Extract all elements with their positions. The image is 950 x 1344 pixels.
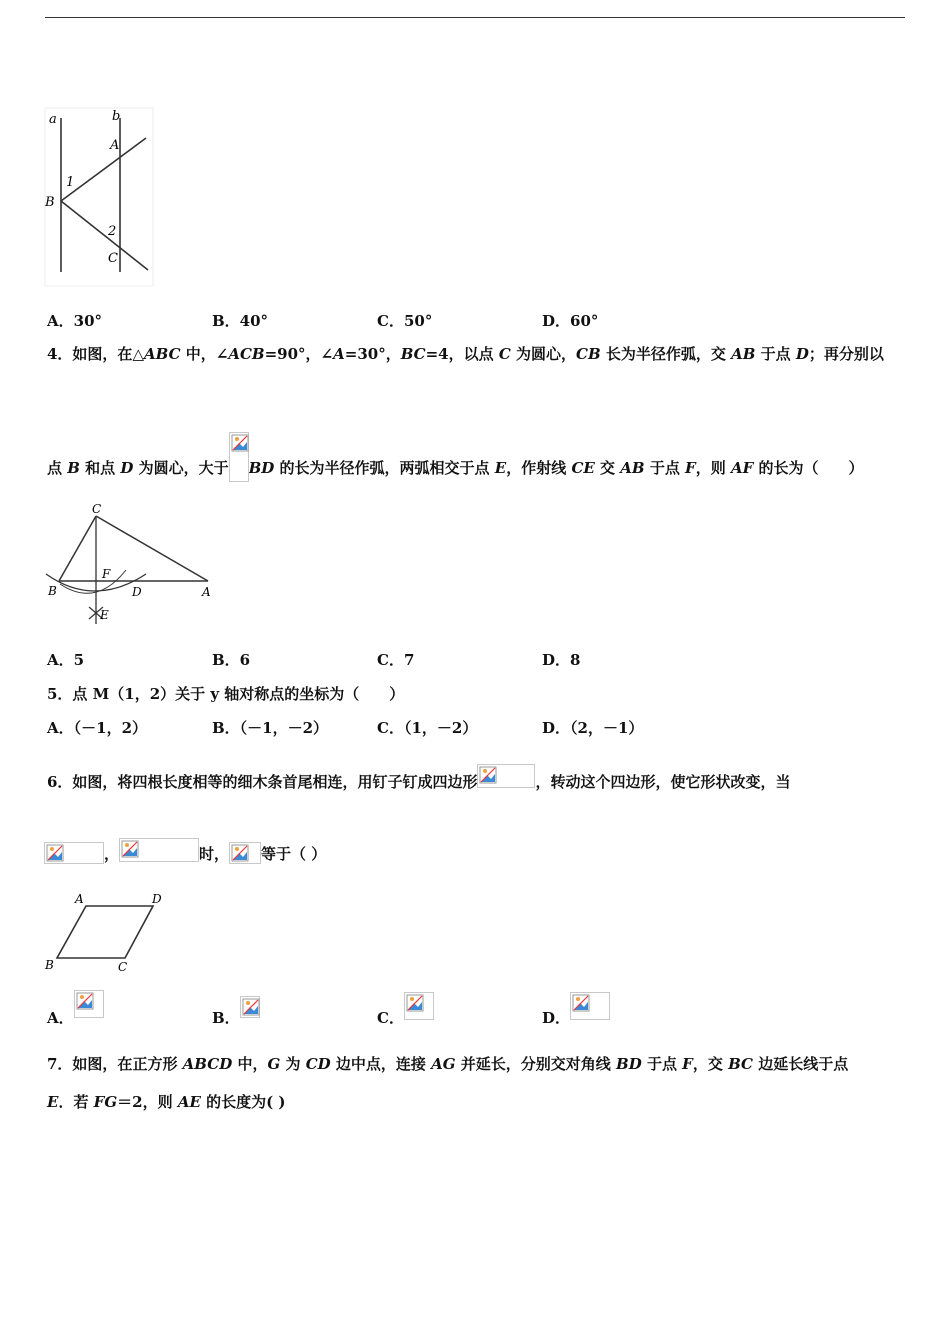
broken-image-icon — [242, 998, 260, 1016]
broken-image-icon — [231, 434, 249, 452]
broken-image-icon — [231, 844, 249, 862]
header-rule — [45, 17, 905, 18]
q5-option-b: B．（－1，－2） — [212, 719, 329, 737]
q4-option-c: C．7 — [377, 651, 415, 669]
q6-option-a-image — [74, 990, 104, 1018]
q3-label-A: A — [110, 138, 120, 153]
q3-label-two: 2 — [108, 224, 117, 239]
q5-question: 5．点 M（1，2）关于 y 轴对称点的坐标为（ ） — [47, 685, 405, 703]
q6-label-B: B — [45, 958, 54, 972]
q6-line2: ， 时， 等于（ ） — [47, 838, 326, 864]
q3-label-one: 1 — [66, 175, 75, 190]
q3-option-d: D．60° — [542, 312, 599, 330]
q4-option-d: D．8 — [542, 651, 581, 669]
q6-option-d-image — [570, 992, 610, 1020]
q7-line1: 7．如图，在正方形 ABCD 中，G 为 CD 边中点，连接 AG 并延长，分别交对角线 BD 于点 F，交 BC 边延长线于点 — [47, 1055, 849, 1073]
condition-image-placeholder-1 — [44, 842, 104, 864]
q4-line1: 4．如图，在△ABC 中，∠ACB=90°，∠A=30°，BC=4，以点 C 为圆心，CB 长为半径作弧，交 AB 于点 D；再分别以 — [47, 345, 884, 363]
q4-line2: 点 B 和点 D 为圆心，大于 BD 的长为半径作弧，两弧相交于点 E，作射线 CE 交 AB 于点 F，则 AF 的长为（ ） — [47, 432, 863, 478]
q6-option-c: C． — [377, 992, 434, 1028]
quadrilateral-name-image-placeholder — [477, 764, 535, 788]
fraction-image-placeholder — [229, 432, 249, 482]
q3-label-b: b — [112, 109, 121, 124]
q3-option-a: A．30° — [47, 312, 103, 330]
q6-label-D: D — [152, 892, 162, 906]
q3-label-B: B — [45, 195, 55, 210]
broken-image-icon — [406, 994, 424, 1012]
q4-label-B: B — [48, 584, 57, 598]
q6-label-C: C — [118, 960, 128, 974]
q4-label-A: A — [202, 585, 211, 599]
q6-label-A: A — [75, 892, 84, 906]
q6-option-c-image — [404, 992, 434, 1020]
broken-image-icon — [121, 840, 139, 858]
condition-image-placeholder-2 — [119, 838, 199, 862]
broken-image-icon — [479, 766, 497, 784]
q4-label-F: F — [102, 567, 111, 581]
q4-option-a: A．5 — [47, 651, 85, 669]
q4-option-b: B．6 — [212, 651, 251, 669]
q3-option-b: B．40° — [212, 312, 269, 330]
q5-option-a: A．（－1，2） — [47, 719, 148, 737]
q4-label-D: D — [132, 585, 142, 599]
q5-option-d: D．（2，－1） — [542, 719, 644, 737]
q6-option-b: B． — [212, 992, 260, 1028]
q6-line1: 6．如图，将四根长度相等的细木条首尾相连，用钉子钉成四边形 ，转动这个四边形，使它形状改变，当 — [47, 764, 790, 792]
q7-line2: E．若 FG＝2，则 AE 的长度为( ) — [47, 1093, 286, 1111]
q3-label-a: a — [49, 112, 57, 127]
q4-label-E: E — [100, 608, 109, 622]
q6-option-a: A． — [47, 992, 104, 1028]
broken-image-icon — [76, 992, 94, 1010]
q3-label-C: C — [108, 251, 118, 266]
q4-figure — [42, 500, 222, 630]
q6-figure — [42, 890, 172, 976]
q6-option-d: D． — [542, 992, 610, 1028]
unknown-quantity-image-placeholder — [229, 842, 261, 864]
q5-option-c: C．（1，－2） — [377, 719, 478, 737]
q6-option-b-image — [240, 996, 260, 1018]
q3-figure — [40, 104, 158, 290]
broken-image-icon — [46, 844, 64, 862]
q3-option-c: C．50° — [377, 312, 433, 330]
q4-label-C: C — [92, 502, 102, 516]
broken-image-icon — [572, 994, 590, 1012]
